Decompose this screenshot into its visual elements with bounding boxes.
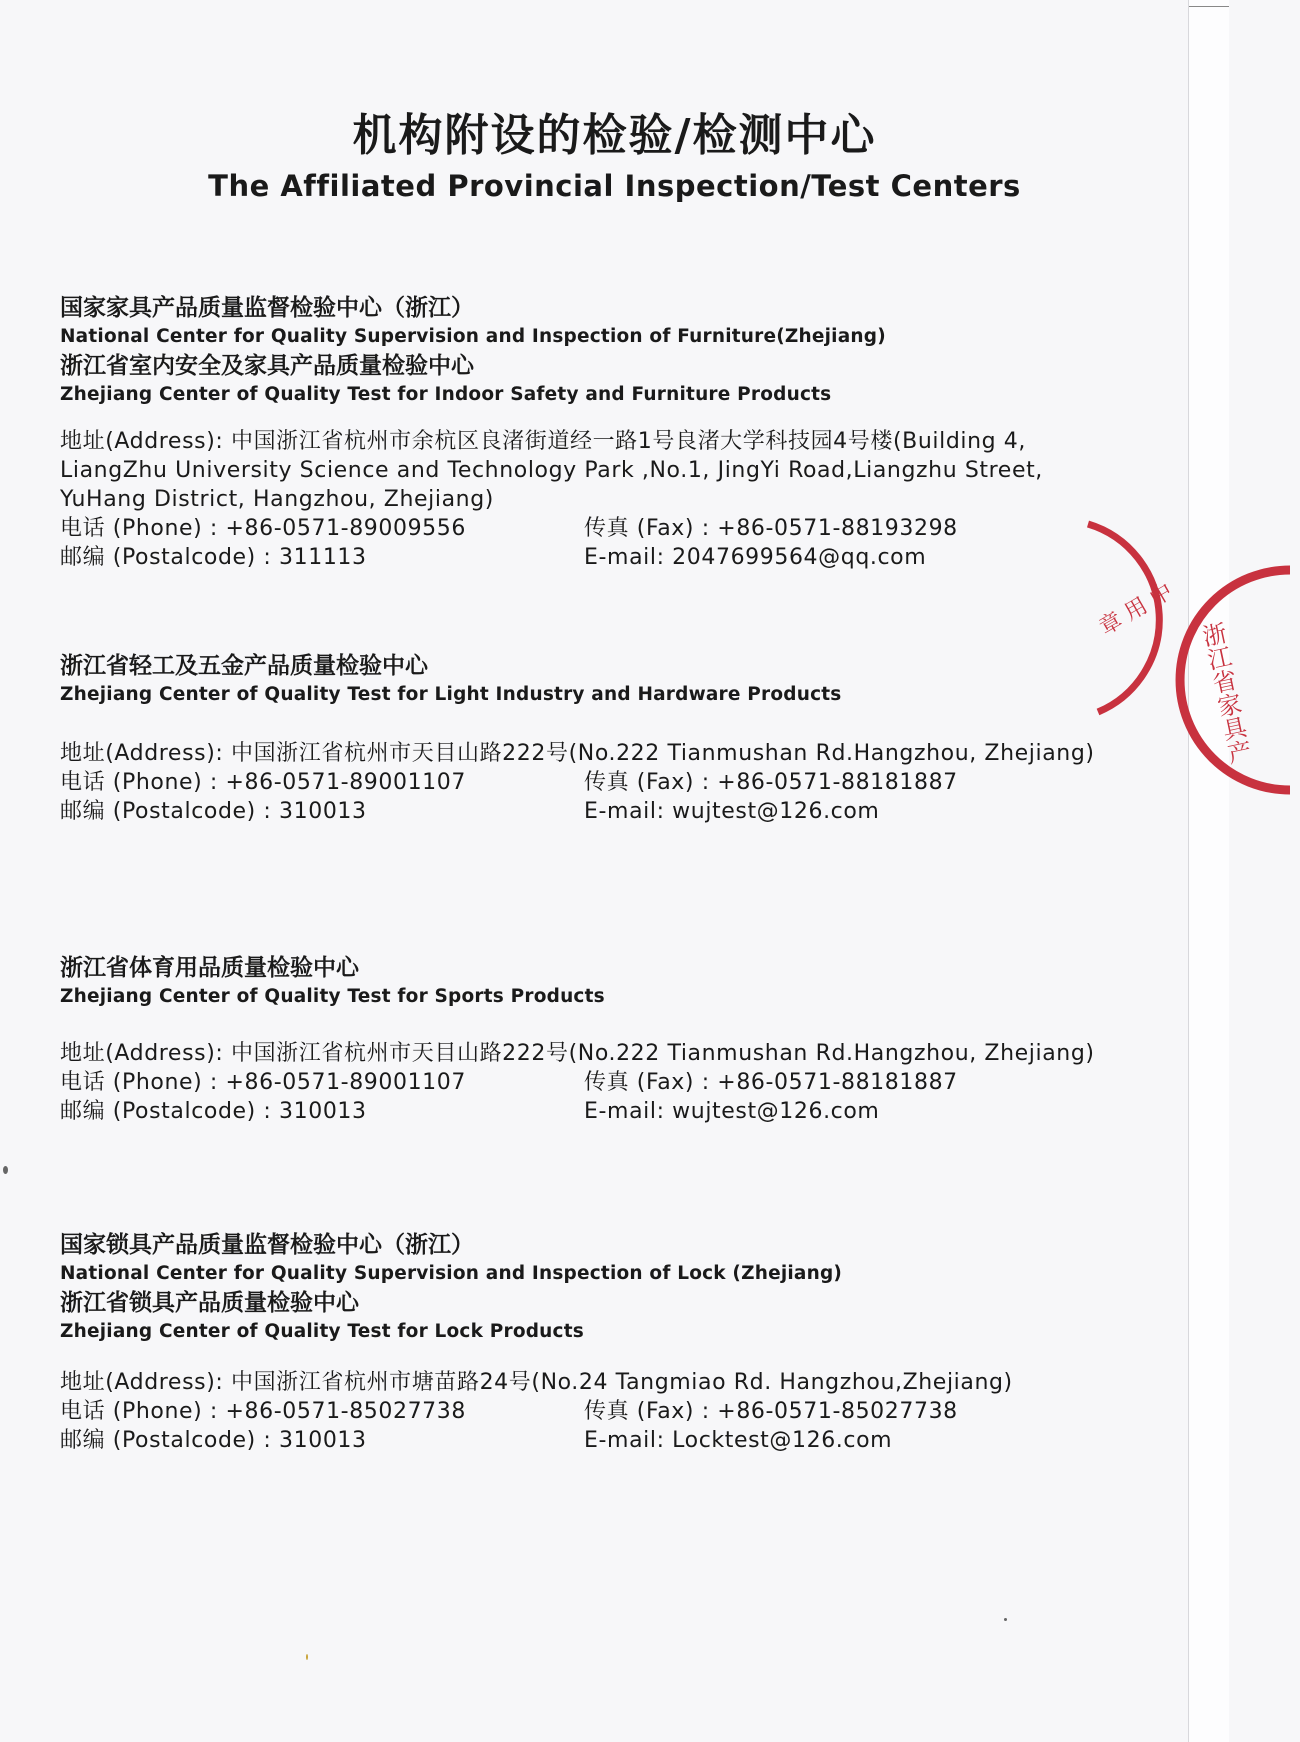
seal-text: 浙江省家具产 xyxy=(1196,620,1254,767)
center-section-sports xyxy=(60,953,1100,1126)
phone-text: 电话 (Phone) : +86-0571-85027738 xyxy=(60,1399,466,1424)
center-name-en: National Center for Quality Supervision and Inspection of Lock (Zhejiang) xyxy=(60,1263,843,1284)
page-edge-line xyxy=(1189,6,1229,7)
official-seal-stamp-secondary xyxy=(1180,560,1300,800)
center-name-en: Zhejiang Center of Quality Test for Light Industry and Hardware Products xyxy=(60,684,842,705)
center-name-en: National Center for Quality Supervision and Inspection of Furniture(Zhejiang) xyxy=(60,326,886,347)
center-name-en-secondary: Zhejiang Center of Quality Test for Indoor Safety and Furniture Products xyxy=(60,384,832,405)
address-text: 地址(Address): 中国浙江省杭州市天目山路222号(No.222 Tianmushan Rd.Hangzhou, Zhejiang) xyxy=(60,1041,1095,1066)
contact-row xyxy=(60,797,1100,826)
email-link[interactable]: E-mail: wujtest@126.com xyxy=(584,799,880,824)
scan-mark xyxy=(306,1654,308,1660)
center-name-zh-secondary: 浙江省室内安全及家具产品质量检验中心 xyxy=(60,353,474,379)
contact-row xyxy=(60,1068,1100,1097)
email-link[interactable]: E-mail: wujtest@126.com xyxy=(584,1099,880,1124)
contact-block xyxy=(60,739,1100,826)
center-name-zh-secondary: 浙江省锁具产品质量检验中心 xyxy=(60,1290,359,1316)
email-link[interactable]: E-mail: Locktest@126.com xyxy=(584,1428,893,1453)
phone-text: 电话 (Phone) : +86-0571-89009556 xyxy=(60,516,466,541)
center-section-light-industry xyxy=(60,651,1100,826)
fax-text: 传真 (Fax) : +86-0571-88193298 xyxy=(584,516,958,541)
postalcode-text: 邮编 (Postalcode) : 310013 xyxy=(60,1099,367,1124)
contact-row xyxy=(60,1397,1100,1426)
phone-text: 电话 (Phone) : +86-0571-89001107 xyxy=(60,1070,466,1095)
center-name-en-secondary: Zhejiang Center of Quality Test for Lock Products xyxy=(60,1321,584,1342)
center-name-en: Zhejiang Center of Quality Test for Sports Products xyxy=(60,986,605,1007)
postalcode-text: 邮编 (Postalcode) : 310013 xyxy=(60,799,367,824)
address-text: 地址(Address): 中国浙江省杭州市塘苗路24号(No.24 Tangmiao Rd. Hangzhou,Zhejiang) xyxy=(60,1370,1013,1395)
center-name-zh: 国家锁具产品质量监督检验中心（浙江） xyxy=(60,1232,474,1258)
center-name-zh: 浙江省轻工及五金产品质量检验中心 xyxy=(60,653,428,679)
contact-row xyxy=(60,514,1100,543)
center-name-zh: 浙江省体育用品质量检验中心 xyxy=(60,955,359,981)
document-header xyxy=(0,108,1229,206)
center-section-furniture xyxy=(60,293,1100,572)
scan-mark xyxy=(1004,1618,1007,1621)
page-title-zh: 机构附设的检验/检测中心 xyxy=(352,110,877,161)
postalcode-text: 邮编 (Postalcode) : 311113 xyxy=(60,545,367,570)
seal-text: 章 用 中 xyxy=(1095,578,1178,641)
fax-text: 传真 (Fax) : +86-0571-88181887 xyxy=(584,1070,958,1095)
contact-row xyxy=(60,768,1100,797)
phone-text: 电话 (Phone) : +86-0571-89001107 xyxy=(60,770,466,795)
center-section-lock xyxy=(60,1230,1100,1455)
address-text: 地址(Address): 中国浙江省杭州市余杭区良渚街道经一路1号良渚大学科技园4号楼(Building 4, LiangZhu University Science and Technology Park ,No.1, JingYi Road,Liangzhu Street, YuHang District, Hangzhou, Zhejiang) xyxy=(60,429,1043,512)
adjacent-page-edge xyxy=(1188,0,1229,1742)
scan-mark xyxy=(3,1166,8,1174)
page-title-en: The Affiliated Provincial Inspection/Test Centers xyxy=(208,169,1021,203)
email-link[interactable]: E-mail: 2047699564@qq.com xyxy=(584,545,927,570)
address-text: 地址(Address): 中国浙江省杭州市天目山路222号(No.222 Tianmushan Rd.Hangzhou, Zhejiang) xyxy=(60,741,1095,766)
contact-row xyxy=(60,543,1100,572)
contact-block xyxy=(60,427,1100,572)
fax-text: 传真 (Fax) : +86-0571-85027738 xyxy=(584,1399,958,1424)
center-name-zh: 国家家具产品质量监督检验中心（浙江） xyxy=(60,295,474,321)
contact-block xyxy=(60,1039,1100,1126)
fax-text: 传真 (Fax) : +86-0571-88181887 xyxy=(584,770,958,795)
contact-row xyxy=(60,1426,1100,1455)
contact-row xyxy=(60,1097,1100,1126)
postalcode-text: 邮编 (Postalcode) : 310013 xyxy=(60,1428,367,1453)
contact-block xyxy=(60,1368,1100,1455)
